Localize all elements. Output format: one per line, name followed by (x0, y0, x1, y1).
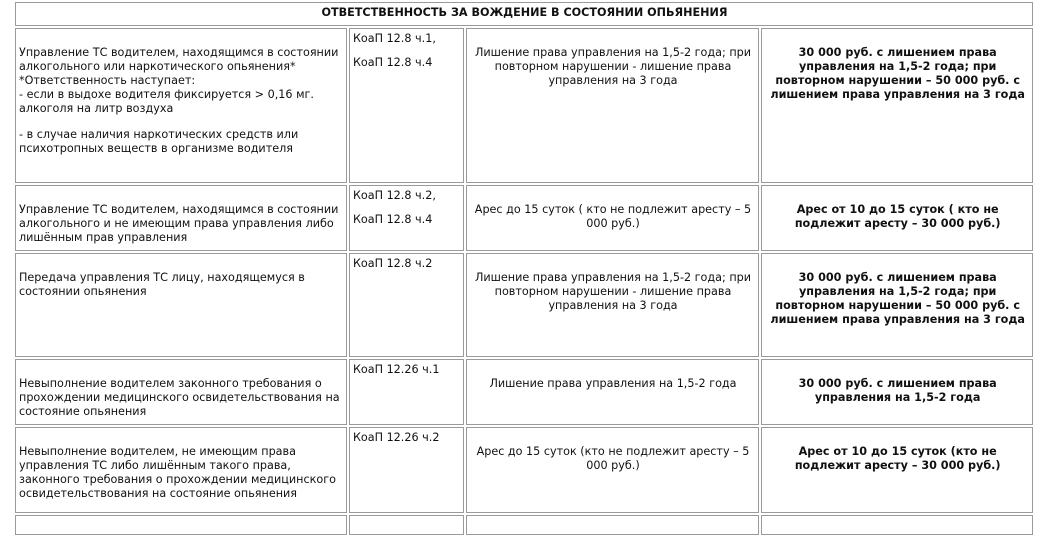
offense-main-text: Управление ТС водителем, находящимся в состоянии алкогольного или наркотического опьянения* (19, 46, 342, 73)
law-code-line: КоаП 12.8 ч.2, (352, 189, 436, 202)
offense-text: Невыполнение водителем, не имеющим права управления ТС либо лишённым такого права, законного требования о прохождении медицинского освидетельствования на состояние опьянения (19, 445, 340, 500)
penalty-new (761, 185, 1033, 251)
offense-note: *Ответственность наступает: (19, 74, 196, 87)
penalty-old-text: Арес до 15 суток ( кто не подлежит аресту – 5 000 руб.) (474, 203, 755, 230)
penalty-new (761, 359, 1033, 425)
empty-cell (466, 515, 760, 535)
table-row (15, 28, 1033, 183)
offense-note-item: - в случае наличия наркотических средств или психотропных веществ в организме водителя (19, 128, 302, 155)
law-code-line: КоаП 12.8 ч.4 (352, 56, 433, 69)
penalty-old (466, 427, 760, 513)
penalty-new (761, 28, 1033, 183)
offense-note-item: - если в выдохе водителя фиксируется > 0,16 мг. алкоголя на литр воздуха (19, 88, 318, 115)
offense-text: Передача управления ТС лицу, находящемуся в состоянии опьянения (19, 271, 309, 298)
offense-description (15, 359, 347, 425)
law-code-line: КоаП 12.26 ч.1 (352, 363, 440, 376)
law-code-line: КоаП 12.8 ч.4 (352, 213, 433, 226)
table-row (15, 359, 1033, 425)
law-code (349, 28, 464, 183)
table-row-partial (15, 515, 1033, 535)
offense-text: Невыполнение водителем законного требования о прохождении медицинского освидетельствования на состояние опьянения (19, 377, 344, 418)
law-code-line: КоаП 12.8 ч.1, (352, 32, 436, 45)
title-row (15, 2, 1033, 26)
penalty-new-text: 30 000 руб. с лишением права управления на 1,5-2 года (798, 377, 1001, 404)
offense-description (15, 253, 347, 357)
law-code-line: КоаП 12.8 ч.2 (352, 257, 433, 270)
offense-description (15, 427, 347, 513)
penalty-new-text: Арес от 10 до 15 суток ( кто не подлежит аресту – 30 000 руб.) (794, 203, 1003, 230)
penalty-old (466, 185, 760, 251)
penalty-new (761, 253, 1033, 357)
law-code (349, 185, 464, 251)
table-row (15, 427, 1033, 513)
offense-description (15, 28, 347, 183)
empty-cell (761, 515, 1033, 535)
penalty-new (761, 427, 1033, 513)
penalty-old (466, 359, 760, 425)
empty-cell (15, 515, 347, 535)
penalty-old-text: Лишение права управления на 1,5-2 года; при повторном нарушении - лишение права управления на 3 года (474, 46, 755, 87)
penalty-new-text: Арес от 10 до 15 суток (кто не подлежит аресту – 30 000 руб.) (794, 445, 1001, 472)
table-row (15, 253, 1033, 357)
law-code-line: КоаП 12.26 ч.2 (352, 431, 440, 444)
offense-description (15, 185, 347, 251)
law-code (349, 253, 464, 357)
law-code (349, 427, 464, 513)
empty-cell (349, 515, 464, 535)
table-title: ОТВЕТСТВЕННОСТЬ ЗА ВОЖДЕНИЕ В СОСТОЯНИИ ОПЬЯНЕНИЯ (15, 2, 1033, 26)
penalty-old (466, 28, 760, 183)
fines-table (13, 0, 1035, 537)
penalty-old-text: Арес до 15 суток (кто не подлежит аресту – 5 000 руб.) (476, 445, 753, 472)
penalty-old-text: Лишение права управления на 1,5-2 года (489, 377, 737, 390)
penalty-old (466, 253, 760, 357)
penalty-old-text: Лишение права управления на 1,5-2 года; при повторном нарушении - лишение права управления на 3 года (474, 271, 755, 312)
law-code (349, 359, 464, 425)
penalty-new-text: 30 000 руб. с лишением права управления на 1,5-2 года; при повторном нарушении – 50 000 руб. с лишением права управления на 3 года (770, 271, 1025, 326)
table-row (15, 185, 1033, 251)
penalty-new-text: 30 000 руб. с лишением права управления на 1,5-2 года; при повторном нарушении – 50 000 руб. с лишением права управления на 3 года (770, 46, 1025, 101)
offense-text: Управление ТС водителем, находящимся в состоянии алкогольного и не имеющим права управления либо лишённым прав управления (19, 203, 342, 244)
